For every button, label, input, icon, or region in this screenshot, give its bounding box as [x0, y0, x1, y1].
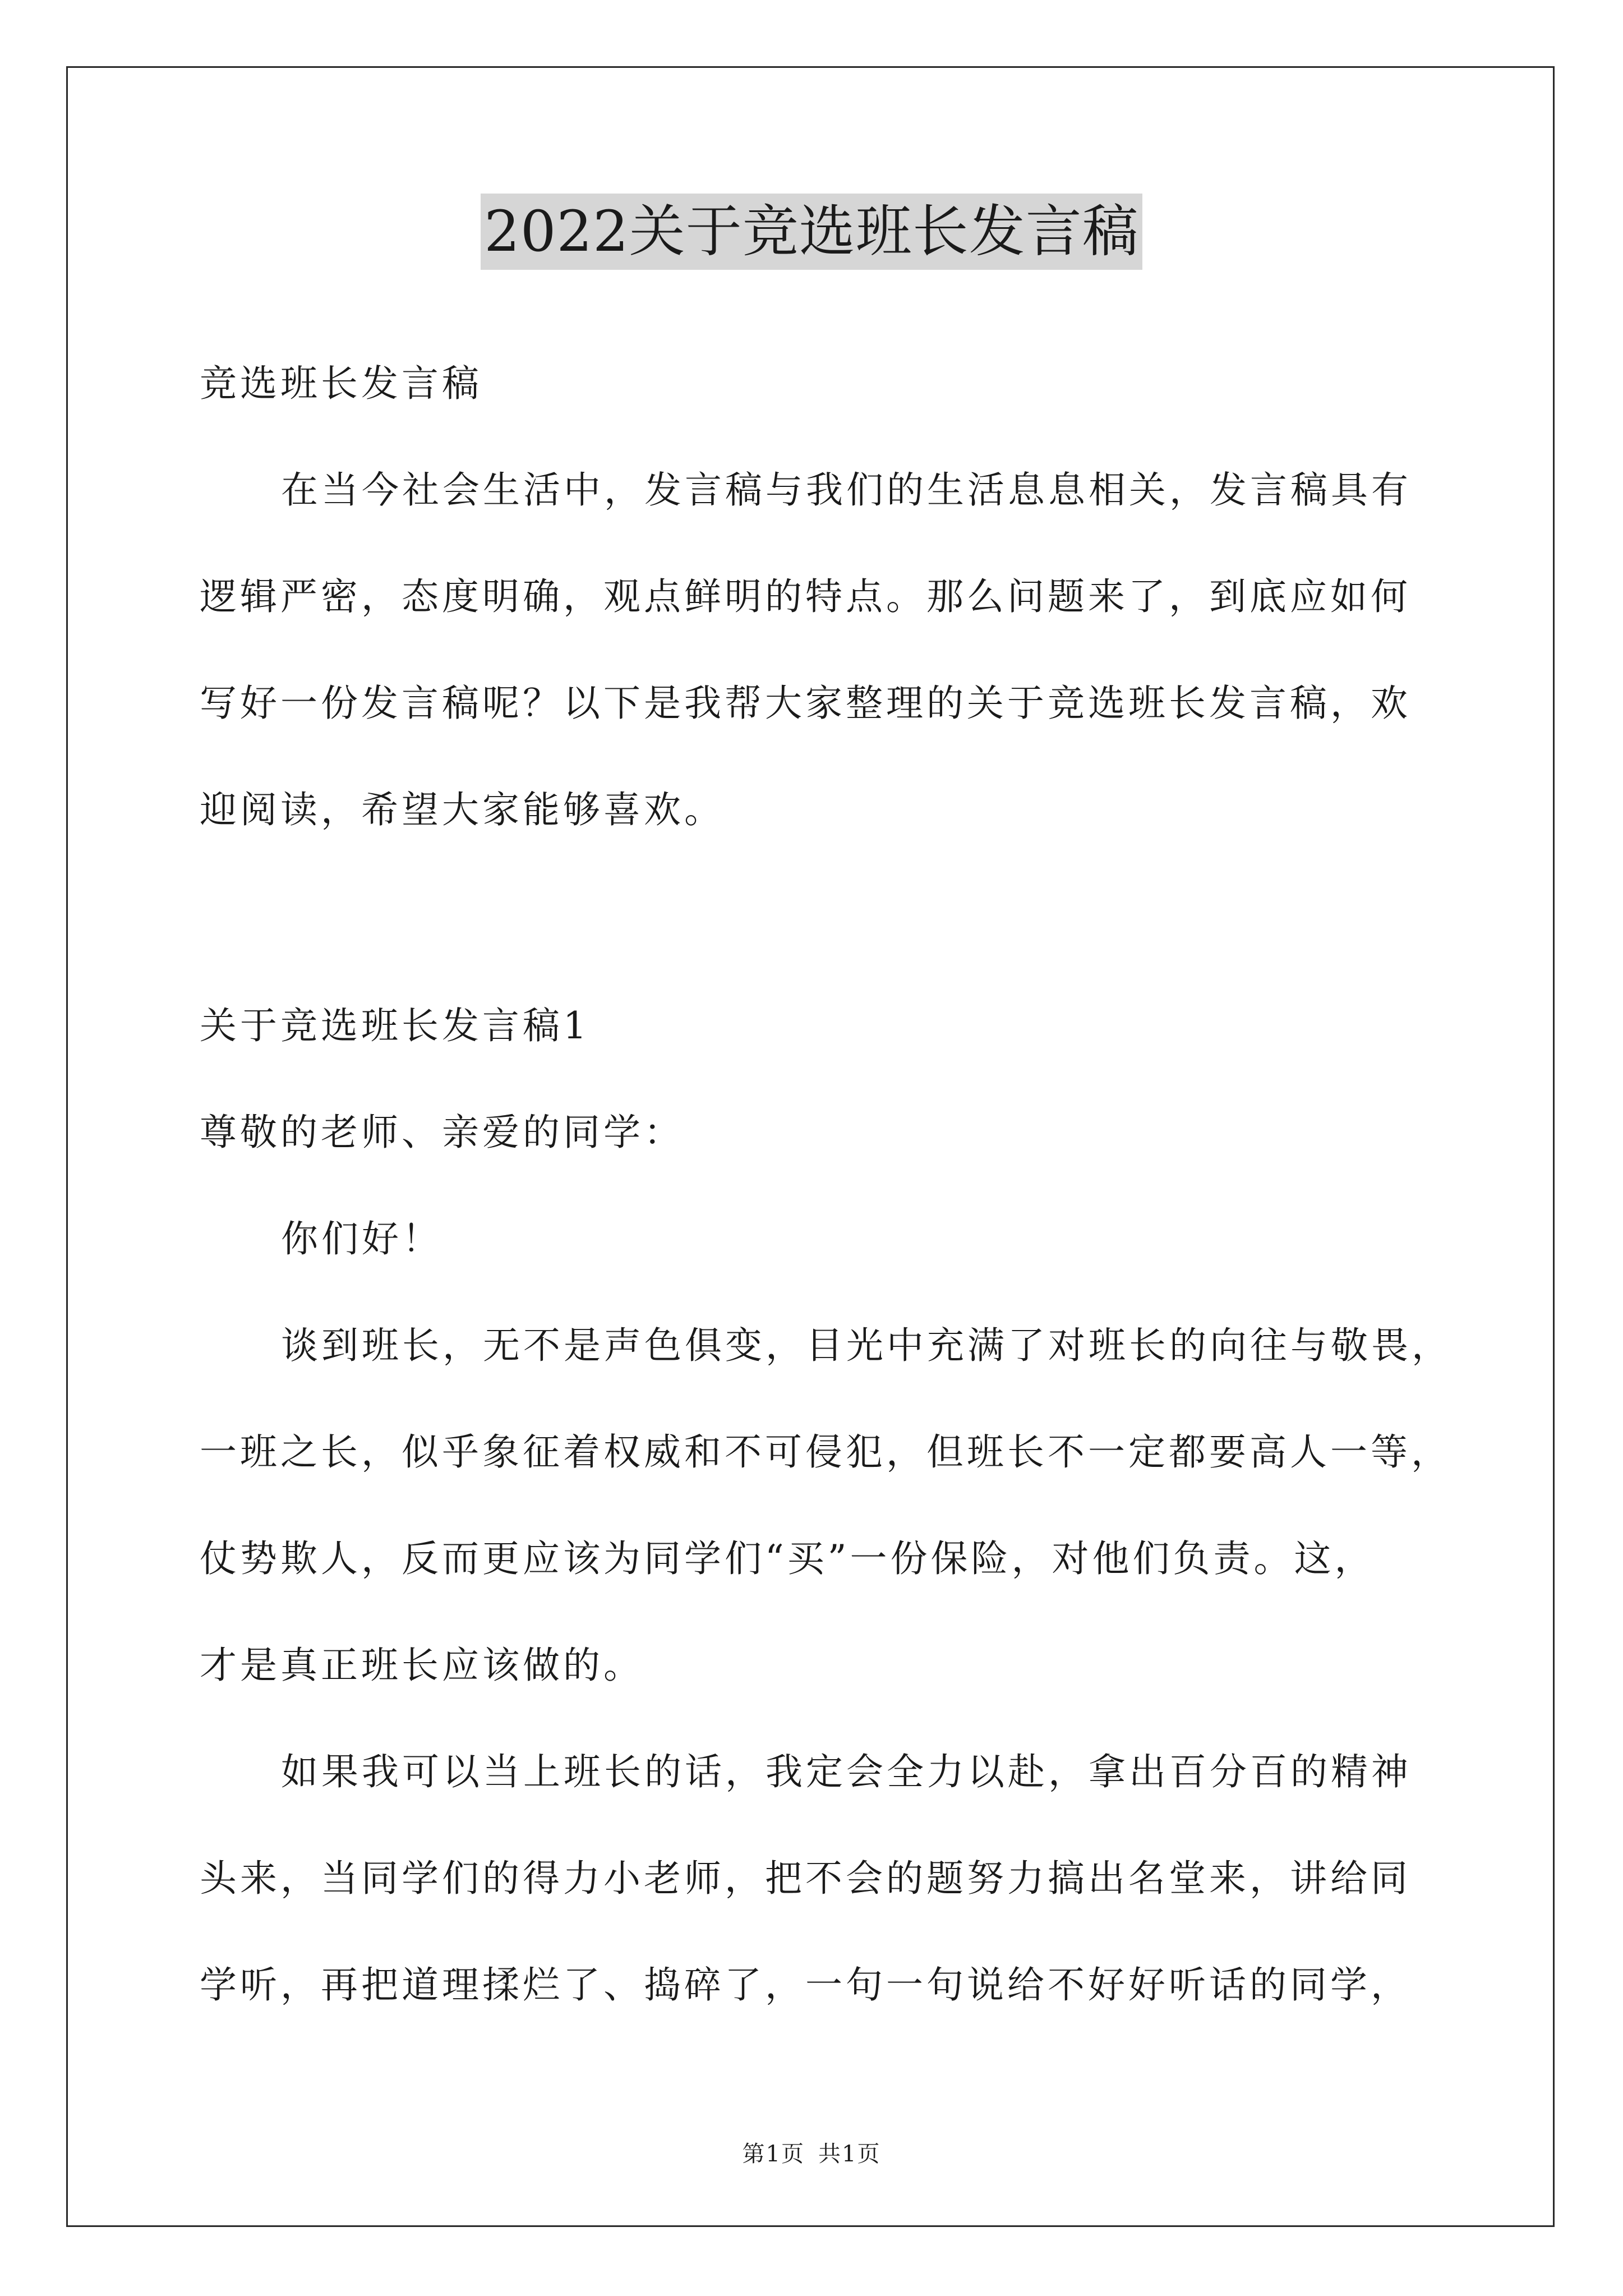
page-total: 共1页 — [818, 2141, 881, 2167]
paragraph-line: 才是真正班长应该做的。 — [200, 1644, 644, 1687]
paragraph-line: 学听，再把道理揉烂了、捣碎了，一句一句说给不好好听话的同学， — [200, 1963, 1411, 2007]
page-number: 第1页 — [742, 2141, 805, 2167]
section-heading: 关于竞选班长发言稿1 — [200, 1004, 590, 1047]
salutation: 尊敬的老师、亲爱的同学： — [200, 1111, 684, 1154]
intro-line: 在当今社会生活中，发言稿与我们的生活息息相关，发言稿具有 — [281, 468, 1412, 512]
title-container — [0, 194, 1623, 270]
document-title: 2022关于竞选班长发言稿 — [481, 194, 1142, 270]
subtitle: 竞选班长发言稿 — [200, 362, 482, 405]
paragraph-line: 仗势欺人，反而更应该为同学们“买”一份保险，对他们负责。这， — [200, 1537, 1375, 1580]
greeting: 你们好！ — [281, 1217, 442, 1260]
paragraph-line: 如果我可以当上班长的话，我定会全力以赴，拿出百分百的精神 — [281, 1750, 1412, 1793]
paragraph-line: 谈到班长，无不是声色俱变，目光中充满了对班长的向往与敬畏， — [281, 1324, 1452, 1367]
paragraph-line: 一班之长，似乎象征着权威和不可侵犯，但班长不一定都要高人一等， — [200, 1430, 1451, 1474]
intro-line: 迎阅读，希望大家能够喜欢。 — [200, 788, 725, 831]
paragraph-line: 头来，当同学们的得力小老师，把不会的题努力搞出名堂来，讲给同 — [200, 1857, 1411, 1900]
intro-line: 逻辑严密，态度明确，观点鲜明的特点。那么问题来了，到底应如何 — [200, 575, 1411, 618]
intro-line: 写好一份发言稿呢？以下是我帮大家整理的关于竞选班长发言稿，欢 — [200, 682, 1411, 725]
page-footer — [0, 2136, 1623, 2168]
